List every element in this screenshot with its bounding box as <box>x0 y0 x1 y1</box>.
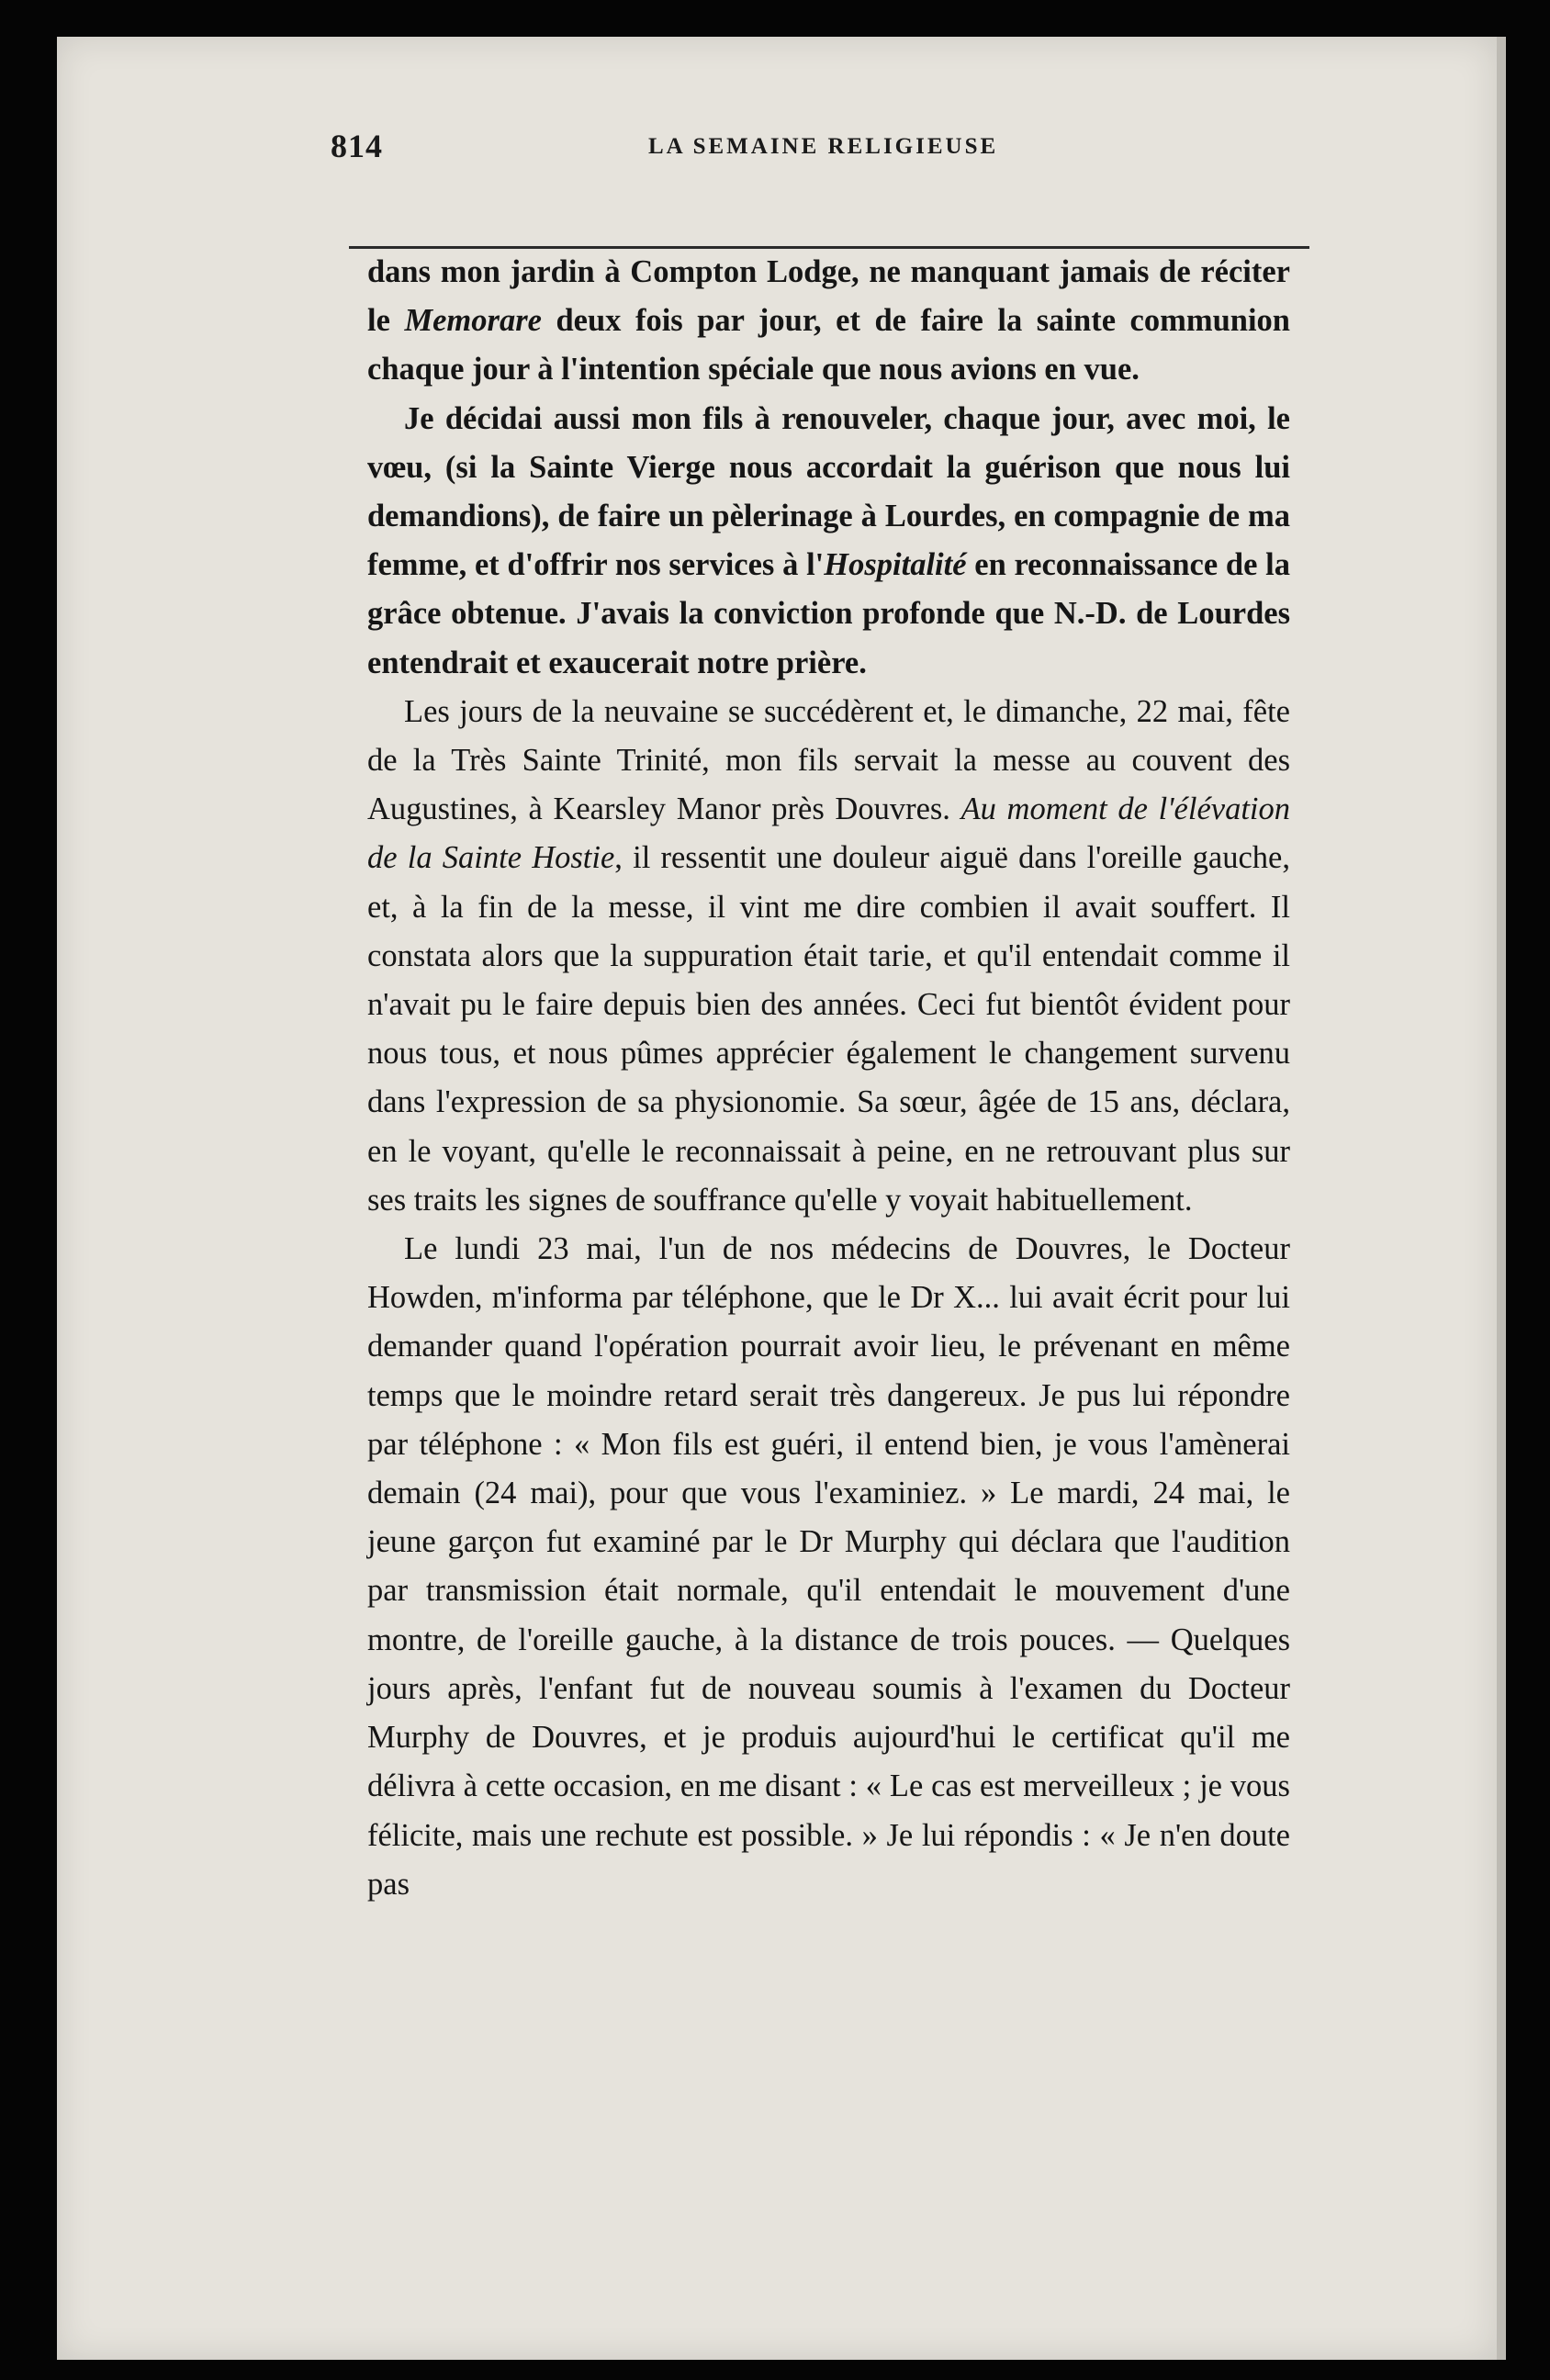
page-number: 814 <box>331 128 383 164</box>
facing-page-edge <box>1497 37 1506 2360</box>
paragraph-2-italic: Hospitalité <box>824 547 967 583</box>
body-text <box>367 248 1290 1909</box>
paragraph-4: Le lundi 23 mai, l'un de nos médecins de Douvres, le Docteur Howden, m'informa par téléphone, que le Dr X... lui avait écrit pour lui demander quand l'opération pourrait avoir lieu, le prévenant en même temps que le moindre retard serait très dangereux. Je pus lui répondre par téléphone : « Mon fils est guéri, il entend bien, je vous l'amènerai demain (24 mai), pour que vous l'examiniez. » Le mardi, 24 mai, le jeune garçon fut examiné par le Dr Murphy qui déclara que l'audition par transmission était normale, qu'il entendait le mouvement d'une montre, de l'oreille gauche, à la distance de trois pouces. — Quelques jours après, l'enfant fut de nouveau soumis à l'examen du Docteur Murphy de Douvres, et je produis aujourd'hui le certificat qu'il me délivra à cette occasion, en me disant : « Le cas est merveilleux ; je vous félicite, mais une rechute est possible. » Je lui répondis : « Je n'en doute pas <box>367 1231 1290 1902</box>
page-header <box>331 127 1322 182</box>
paragraph-1-part-c: deux fois par jour, et de faire la sainte communion chaque jour à l'intention spéciale que nous avions en vue. <box>367 303 1290 387</box>
paragraph-2-part-c: en reconnaissance de la grâce obtenue. J'avais la conviction profonde que N.-D. de Lourdes entendrait et exaucerait notre prière. <box>367 547 1290 680</box>
paragraph-1 <box>367 248 1290 395</box>
paragraph-3-italic: Au moment de l'élévation de la Sainte Hostie <box>367 791 1291 876</box>
running-title: LA SEMAINE RELIGIEUSE <box>648 134 999 159</box>
paragraph-3-part-c: , il ressentit une douleur aiguë dans l'oreille gauche, et, à la fin de la messe, il vint me dire combien il avait souffert. Il constata alors que la suppuration était tarie, et qu'il entendait comme il n'avait pu le faire depuis bien des années. Ceci fut bientôt évident pour nous tous, et nous pûmes apprécier également le changement survenu dans l'expression de sa physionomie. Sa sœur, âgée de 15 ans, déclara, en le voyant, qu'elle le reconnaissait à peine, en ne retrouvant plus sur ses traits les signes de souffrance qu'elle y voyait habituellement. <box>367 840 1290 1218</box>
paragraph-1-italic: Memorare <box>404 303 542 339</box>
paragraph-2 <box>367 395 1290 688</box>
paragraph-1-part-a: dans mon jardin à Compton Lodge, ne manquant jamais de réciter le <box>367 254 1290 339</box>
paragraph-3 <box>367 688 1290 1225</box>
paragraph-3-part-a: Les jours de la neuvaine se succédèrent et, le dimanche, 22 mai, fête de la Très Sainte Trinité, mon fils servait la messe au couvent des Augustines, à Kearsley Manor près Douvres. <box>367 693 1290 827</box>
paragraph-2-part-a: Je décidai aussi mon fils à renouveler, chaque jour, avec moi, le vœu, (si la Sainte Vierge nous accordait la guérison que nous lui demandions), de faire un pèlerinage à Lourdes, en compagnie de ma femme, et d'offrir nos services à l' <box>367 400 1290 583</box>
